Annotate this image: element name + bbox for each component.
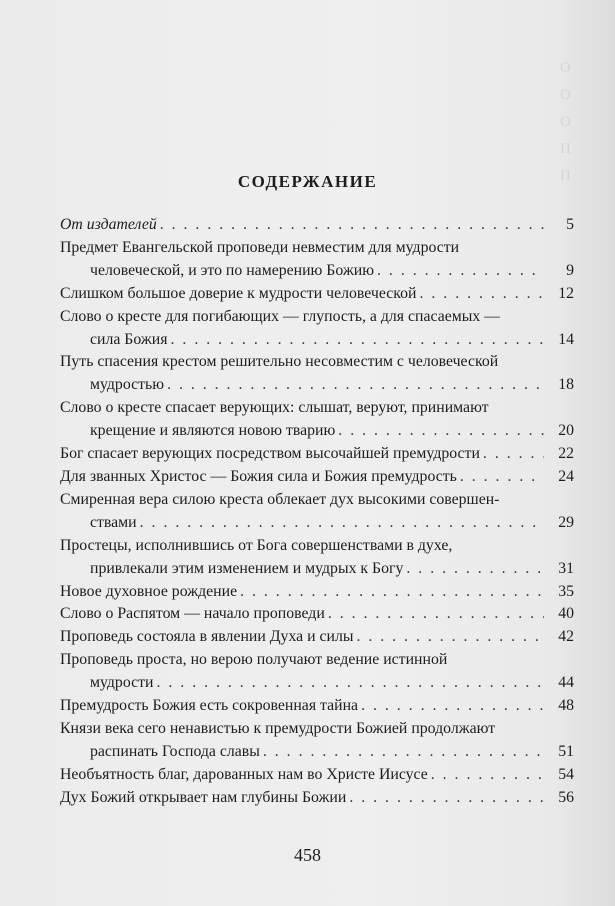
toc-entry[interactable] <box>60 787 574 810</box>
toc-entry-title: Премудрость Божия есть сокровенная тайна <box>60 697 359 715</box>
leader-dots <box>338 420 544 443</box>
leader-dots <box>483 443 544 466</box>
toc-page-number: 9 <box>566 261 574 279</box>
toc-entry-title-cont: человеческой, и это по намерению Божию <box>90 261 375 279</box>
toc-entry-title-cont: распинать Господа славы <box>90 742 260 760</box>
toc-entry-title: Дух Божий открывает нам глубины Божии <box>60 788 347 806</box>
toc-entry-title: Для званных Христос — Божия сила и Божия премудрость <box>60 467 457 485</box>
toc-page-number: 29 <box>558 513 574 531</box>
toc-page-number: 56 <box>558 788 574 806</box>
leader-dots <box>167 374 544 397</box>
leader-dots <box>157 672 545 695</box>
toc-entry-title: Князи века сего ненавистью к премудрости Божией продолжают <box>60 719 496 737</box>
toc-entry[interactable] <box>60 764 574 787</box>
toc-page-number: 24 <box>558 467 574 485</box>
leader-dots <box>377 260 544 283</box>
toc-entry-title: Слово о кресте для погибающих — глупость, а для спасаемых — <box>60 307 500 325</box>
toc-entry[interactable] <box>60 237 574 283</box>
leader-dots <box>460 466 544 489</box>
toc-entry-title: Смиренная вера силою креста облекает дух высокими совершен- <box>60 490 500 508</box>
toc-page-number: 42 <box>558 628 574 646</box>
toc-entry[interactable] <box>60 283 574 306</box>
toc-entry[interactable] <box>60 626 574 649</box>
leader-dots <box>406 558 544 581</box>
toc-entry-title: Путь спасения крестом решительно несовместим с человеческой <box>60 353 499 371</box>
leader-dots <box>240 581 544 604</box>
toc-page-number: 44 <box>558 674 574 692</box>
toc-entry-title: От издателей <box>60 216 157 233</box>
toc-entry-title: Необъятность благ, дарованных нам во Христе Иисусе <box>60 765 428 783</box>
leader-dots <box>140 512 544 535</box>
toc-entry-title: Проповедь проста, но верою получают ведение истинной <box>60 651 448 669</box>
toc-entry-title: Предмет Евангельской проповеди невместим для мудрости <box>60 238 460 256</box>
toc-entry-title: Бог спасает верующих посредством высочайшей премудрости <box>60 445 480 463</box>
toc-entry-title: Простецы, исполнившись от Бога совершенствами в духе, <box>60 536 453 554</box>
toc-entry[interactable] <box>60 603 574 626</box>
toc-entry[interactable] <box>60 351 574 397</box>
toc-entry[interactable] <box>60 306 574 352</box>
toc-page-number: 20 <box>558 422 574 440</box>
toc-page-number: 5 <box>566 216 574 233</box>
toc-entry-title-cont: мудростью <box>90 376 165 394</box>
toc-entry[interactable] <box>60 649 574 695</box>
bleed-through-line: О <box>560 87 571 103</box>
leader-dots <box>349 787 544 810</box>
leader-dots <box>171 329 544 352</box>
leader-dots <box>160 214 544 237</box>
leader-dots <box>420 283 545 306</box>
toc-entry[interactable] <box>60 466 574 489</box>
toc-entry-title: Новое духовное рождение <box>60 582 238 600</box>
toc-entry-title: Слово о кресте спасает верующих: слышат, веруют, принимают <box>60 399 489 417</box>
toc-page-number: 14 <box>558 330 574 348</box>
toc-page-number: 35 <box>558 582 574 600</box>
toc-entry-title: Слово о Распятом — начало проповеди <box>60 605 325 623</box>
leader-dots <box>356 626 544 649</box>
toc-page-number: 51 <box>558 742 574 760</box>
bleed-through-line: О <box>560 60 571 76</box>
toc-entry-title-cont: привлекали этим изменением и мудрых к Богу <box>90 559 404 577</box>
table-of-contents <box>60 214 574 810</box>
bleed-through-text <box>560 55 615 190</box>
toc-page-number: 48 <box>558 697 574 715</box>
toc-page-number: 22 <box>558 445 574 463</box>
toc-page-number: 18 <box>558 376 574 394</box>
toc-page-number: 12 <box>558 284 574 302</box>
toc-entry[interactable] <box>60 214 574 237</box>
toc-entry-title-cont: сила Божия <box>90 330 168 348</box>
toc-entry[interactable] <box>60 535 574 581</box>
bleed-through-line: О <box>560 114 571 130</box>
toc-entry-title-cont: мудрости <box>90 674 154 692</box>
toc-entry-title-cont: крещение и являются новою тварию <box>90 422 336 440</box>
toc-entry-title-cont: ствами <box>90 513 137 531</box>
toc-entry-title: Слишком большое доверие к мудрости человеческой <box>60 284 417 302</box>
bleed-through-line: П <box>560 141 571 157</box>
toc-entry-title: Проповедь состояла в явлении Духа и силы <box>60 628 354 646</box>
leader-dots <box>263 741 544 764</box>
toc-entry[interactable] <box>60 695 574 718</box>
toc-entry[interactable] <box>60 397 574 443</box>
page-number: 458 <box>294 845 321 865</box>
toc-page-number: 31 <box>558 559 574 577</box>
toc-page-number: 40 <box>558 605 574 623</box>
toc-heading: СОДЕРЖАНИЕ <box>237 172 378 191</box>
leader-dots <box>361 695 544 718</box>
bleed-through-line: П <box>560 168 571 184</box>
toc-entry[interactable] <box>60 581 574 604</box>
toc-entry[interactable] <box>60 443 574 466</box>
toc-entry[interactable] <box>60 489 574 535</box>
toc-entry[interactable] <box>60 718 574 764</box>
leader-dots <box>328 603 544 626</box>
toc-page-number: 54 <box>558 765 574 783</box>
leader-dots <box>431 764 544 787</box>
